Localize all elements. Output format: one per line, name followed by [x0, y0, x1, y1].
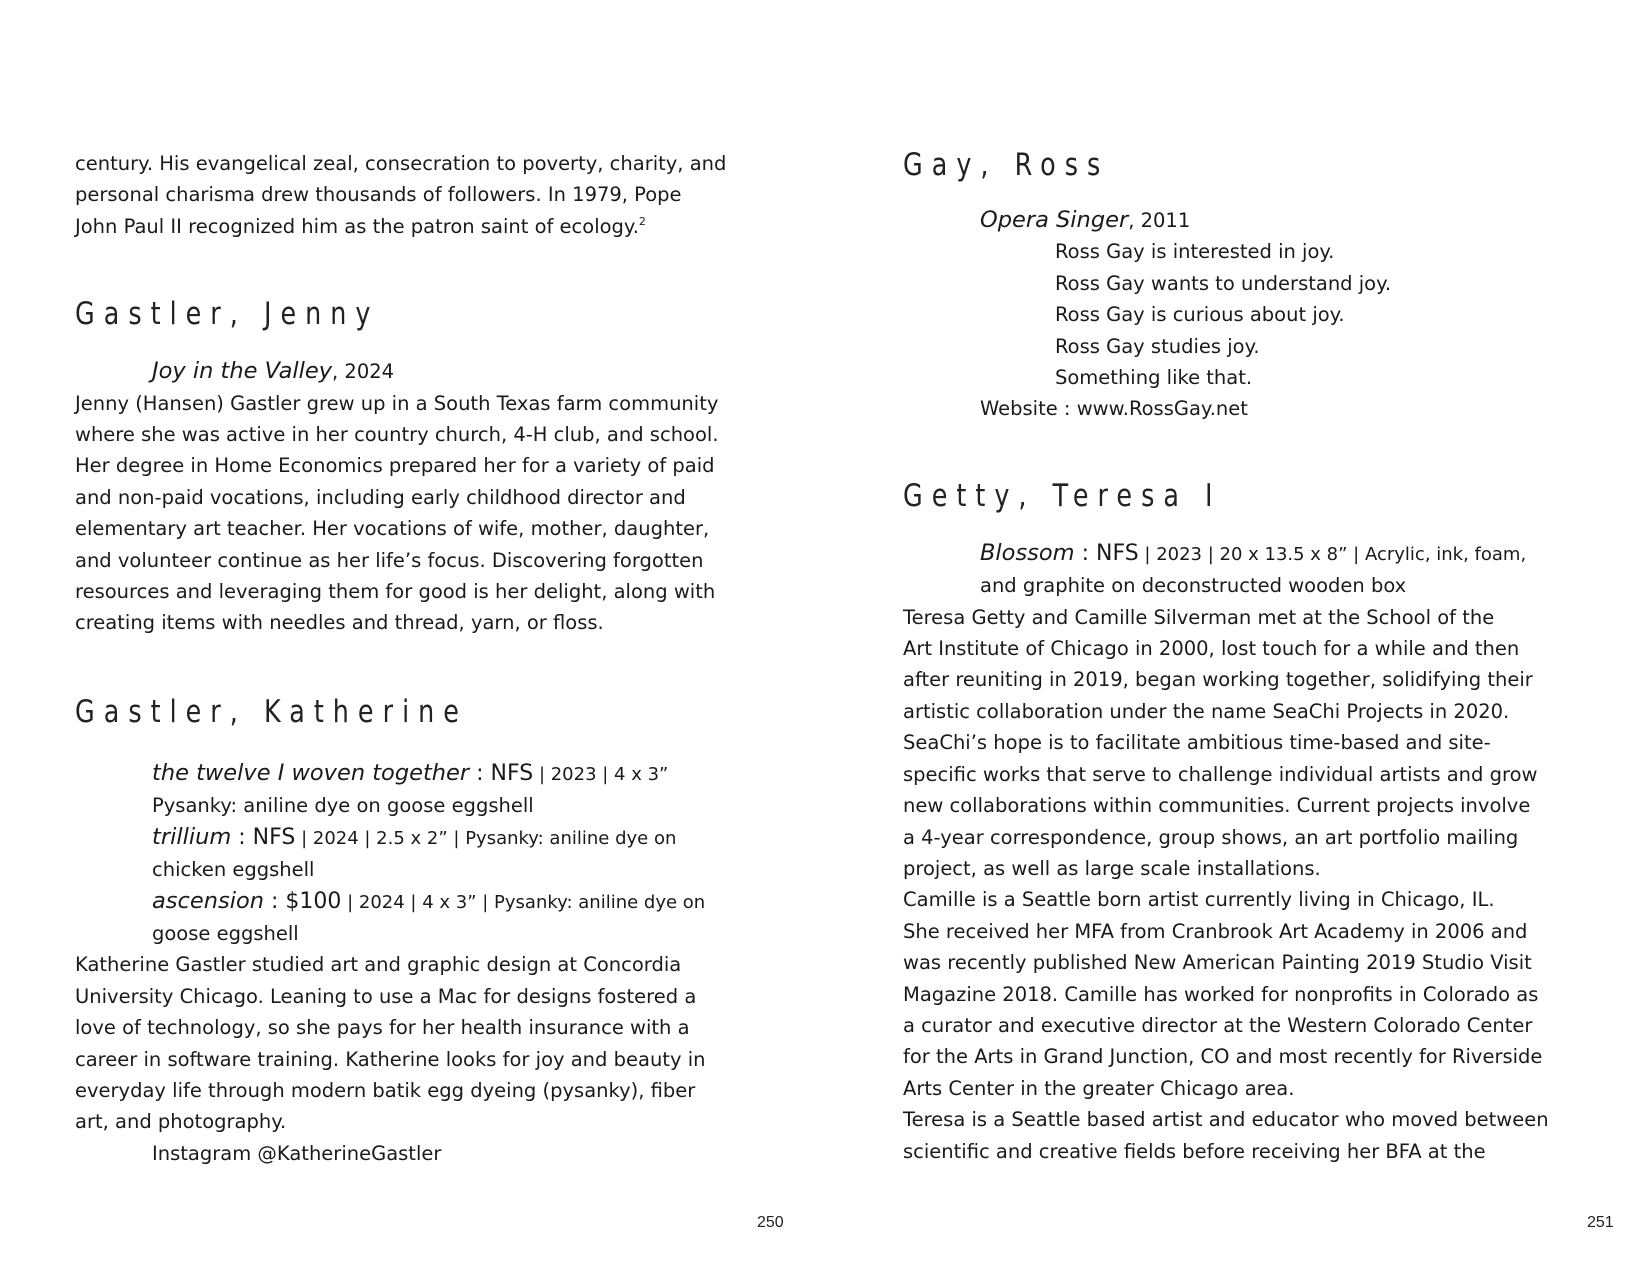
- artwork-price: : NFS: [231, 824, 296, 850]
- artist-bio-katherine: [75, 949, 765, 1169]
- page-number-right: 251: [1587, 1214, 1614, 1231]
- bio-line: specific works that serve to challenge individual artists and grow: [903, 762, 1538, 786]
- bio-line: career in software training. Katherine looks for joy and beauty in: [75, 1047, 706, 1071]
- footnote-marker: 2: [638, 214, 646, 228]
- bio-line: everyday life through modern batik egg dyeing (pysanky), fiber: [75, 1078, 696, 1102]
- artwork-entry: [75, 356, 765, 387]
- artwork-meta: | 2023 | 4 x 3”: [533, 763, 669, 785]
- bio-line: love of technology, so she pays for her health insurance with a: [75, 1016, 690, 1040]
- artist-heading-teresa: Getty, Teresa I: [903, 477, 1222, 514]
- poem-line: Ross Gay is curious about joy.: [1055, 303, 1345, 327]
- intro-line-text: John Paul II recognized him as the patron saint of ecology.: [75, 214, 639, 238]
- bio-line: Her degree in Home Economics prepared her for a variety of paid: [75, 454, 715, 478]
- poem-line: Something like that.: [1055, 366, 1253, 390]
- bio-line: Jenny (Hansen) Gastler grew up in a South Texas farm community: [75, 391, 719, 415]
- artwork-entry: [75, 886, 765, 918]
- bio-line: for the Arts in Grand Junction, CO and most recently for Riverside: [903, 1045, 1543, 1069]
- bio-line: Magazine 2018. Camille has worked for nonprofits in Colorado as: [903, 982, 1539, 1006]
- poem-line: Ross Gay is interested in joy.: [1055, 240, 1335, 264]
- artwork-medium: Pysanky: aniline dye on goose eggshell: [152, 794, 534, 818]
- bio-line: a curator and executive director at the Western Colorado Center: [903, 1013, 1533, 1037]
- artwork-meta: | 2024 | 2.5 x 2” | Pysanky: aniline dye on: [295, 827, 677, 849]
- left-column: [75, 148, 765, 1169]
- intro-line: [75, 211, 765, 242]
- poem-line: Ross Gay wants to understand joy.: [1055, 271, 1392, 295]
- artwork-title: ascension: [152, 887, 264, 914]
- bio-line: Camille is a Seattle born artist currently living in Chicago, IL.: [903, 888, 1495, 912]
- page-number-left: 250: [757, 1214, 784, 1231]
- bio-line: new collaborations within communities. Current projects involve: [903, 794, 1531, 818]
- artwork-meta: , 2011: [1128, 209, 1191, 232]
- poem-line: Ross Gay studies joy.: [1055, 334, 1260, 358]
- bio-line: project, as well as large scale installations.: [903, 856, 1321, 880]
- artwork-list-katherine: [75, 758, 765, 949]
- bio-line: resources and leveraging them for good is her delight, along with: [75, 580, 716, 604]
- artwork-medium: chicken eggshell: [152, 858, 315, 882]
- artwork-entry: [903, 205, 1615, 236]
- artist-website: Website : www.RossGay.net: [980, 397, 1248, 421]
- bio-line: where she was active in her country church, 4-H club, and school.: [75, 423, 719, 447]
- bio-line: University Chicago. Leaning to use a Mac for designs fostered a: [75, 984, 697, 1008]
- bio-line: was recently published New American Painting 2019 Studio Visit: [903, 951, 1532, 975]
- bio-line: artistic collaboration under the name SeaChi Projects in 2020.: [903, 699, 1510, 723]
- artwork-title: trillium: [152, 823, 232, 850]
- instagram-handle: Instagram @KatherineGastler: [152, 1141, 442, 1165]
- bio-line: Arts Center in the greater Chicago area.: [903, 1076, 1295, 1100]
- artwork-meta: | 2023 | 20 x 13.5 x 8” | Acrylic, ink, foam,: [1138, 543, 1527, 565]
- artwork-medium: goose eggshell: [152, 921, 299, 945]
- artwork-title: Joy in the Valley: [152, 358, 333, 385]
- artwork-entry: [75, 758, 765, 790]
- artist-poem-ross: [903, 236, 1615, 393]
- artist-bio-jenny: [75, 388, 765, 639]
- bio-line: creating items with needles and thread, yarn, or floss.: [75, 611, 604, 635]
- artwork-medium: and graphite on deconstructed wooden box: [980, 574, 1407, 598]
- bio-line: Teresa Getty and Camille Silverman met at the School of the: [903, 605, 1495, 629]
- bio-line: Teresa is a Seattle based artist and educator who moved between: [903, 1108, 1549, 1132]
- intro-line: century. His evangelical zeal, consecration to poverty, charity, and: [75, 152, 727, 175]
- artwork-price: : NFS: [1074, 540, 1139, 566]
- bio-line: after reuniting in 2019, began working together, solidifying their: [903, 668, 1533, 692]
- artist-heading-jenny: Gastler, Jenny: [75, 296, 380, 333]
- bio-line: She received her MFA from Cranbrook Art Academy in 2006 and: [903, 919, 1528, 943]
- bio-line: art, and photography.: [75, 1110, 287, 1134]
- artwork-title: Opera Singer: [980, 207, 1129, 233]
- bio-line: elementary art teacher. Her vocations of wife, mother, daughter,: [75, 517, 710, 541]
- bio-line: a 4-year correspondence, group shows, an art portfolio mailing: [903, 825, 1519, 849]
- right-column: [903, 145, 1615, 1167]
- artist-bio-teresa: [903, 602, 1615, 1167]
- artwork-title: Blossom: [980, 539, 1075, 566]
- bio-line: and non-paid vocations, including early childhood director and: [75, 485, 686, 509]
- bio-line: Katherine Gastler studied art and graphic design at Concordia: [75, 953, 682, 977]
- artist-heading-katherine: Gastler, Katherine: [75, 693, 468, 730]
- artwork-meta: | 2024 | 4 x 3” | Pysanky: aniline dye on: [341, 891, 706, 913]
- bio-line: SeaChi’s hope is to facilitate ambitious time-based and site-: [903, 731, 1491, 755]
- artwork-price: : $100: [263, 888, 342, 914]
- artwork-entry: [903, 538, 1615, 570]
- artwork-price: : NFS: [469, 760, 534, 786]
- bio-line: and volunteer continue as her life’s focus. Discovering forgotten: [75, 548, 704, 572]
- artwork-title: the twelve I woven together: [152, 759, 470, 786]
- bio-line: scientific and creative fields before receiving her BFA at the: [903, 1139, 1486, 1163]
- right-page: [825, 0, 1650, 1275]
- artist-heading-ross: Gay, Ross: [903, 147, 1110, 183]
- bio-line: Art Institute of Chicago in 2000, lost touch for a while and then: [903, 637, 1520, 661]
- artwork-entry: [75, 822, 765, 854]
- artwork-meta: , 2024: [332, 360, 395, 384]
- intro-line: personal charisma drew thousands of followers. In 1979, Pope: [75, 183, 682, 207]
